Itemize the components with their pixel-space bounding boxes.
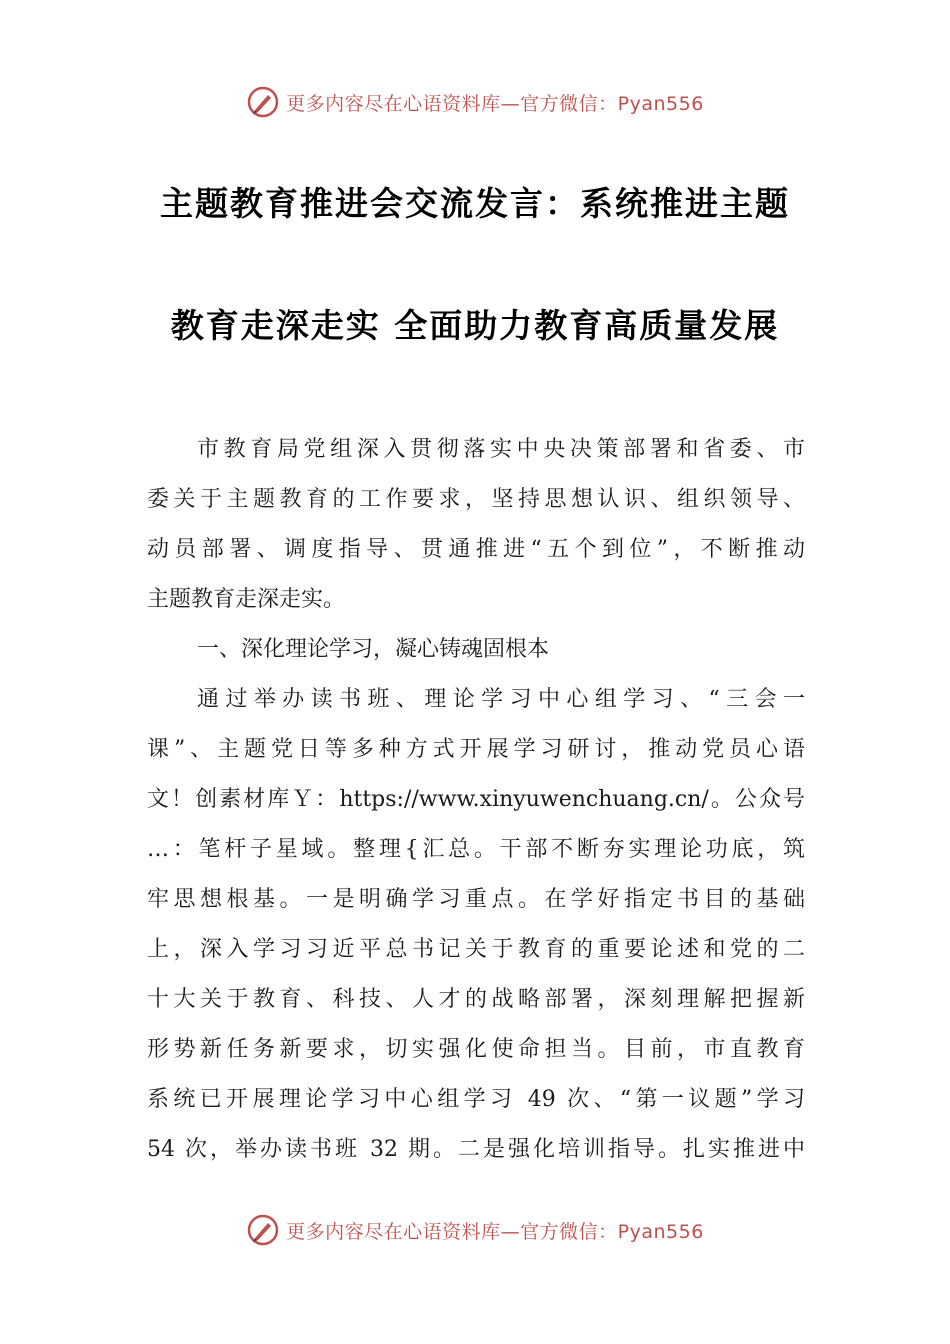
header-banner — [0, 82, 950, 122]
section-heading: 一、深化理论学习，凝心铸魂固根本 — [197, 637, 550, 662]
header-banner-text: 更多内容尽在心语资料库—官方微信：Pyan556 — [286, 92, 704, 115]
body-line: 文！创素材库Ｙ：https://www.xinyuwenchuang.cn/。公众号 — [147, 787, 805, 812]
pen-logo-icon — [246, 85, 280, 119]
footer-banner-text: 更多内容尽在心语资料库—官方微信：Pyan556 — [286, 1220, 704, 1243]
document-body — [147, 425, 805, 1175]
body-line: 主题教育走深走实。 — [147, 587, 346, 612]
body-line: 课”、主题党日等多种方式开展学习研讨，推动党员心语 — [147, 737, 805, 762]
body-line: 市教育局党组深入贯彻落实中央决策部署和省委、市 — [197, 437, 805, 462]
body-line: 牢思想根基。一是明确学习重点。在学好指定书目的基础 — [147, 887, 805, 912]
document-title-line-2: 教育走深走实 全面助力教育高质量发展 — [170, 306, 780, 345]
pen-logo-icon — [246, 1213, 280, 1247]
body-line: …：笔杆子星域。整理{汇总。干部不断夯实理论功底，筑 — [147, 837, 805, 862]
body-line: 通过举办读书班、理论学习中心组学习、“三会一 — [197, 687, 805, 712]
document-title-line-1: 主题教育推进会交流发言：系统推进主题 — [160, 184, 790, 223]
body-line: 上，深入学习习近平总书记关于教育的重要论述和党的二 — [147, 937, 805, 962]
body-line: 形势新任务新要求，切实强化使命担当。目前，市直教育 — [147, 1037, 805, 1062]
body-line: 54 次，举办读书班 32 期。二是强化培训指导。扎实推进中 — [147, 1137, 805, 1162]
body-line: 委关于主题教育的工作要求，坚持思想认识、组织领导、 — [147, 487, 805, 512]
body-line: 动员部署、调度指导、贯通推进“五个到位”，不断推动 — [147, 537, 805, 562]
body-line: 十大关于教育、科技、人才的战略部署，深刻理解把握新 — [147, 987, 805, 1012]
body-line: 系统已开展理论学习中心组学习 49 次、“第一议题”学习 — [147, 1087, 805, 1112]
footer-banner — [0, 1210, 950, 1250]
